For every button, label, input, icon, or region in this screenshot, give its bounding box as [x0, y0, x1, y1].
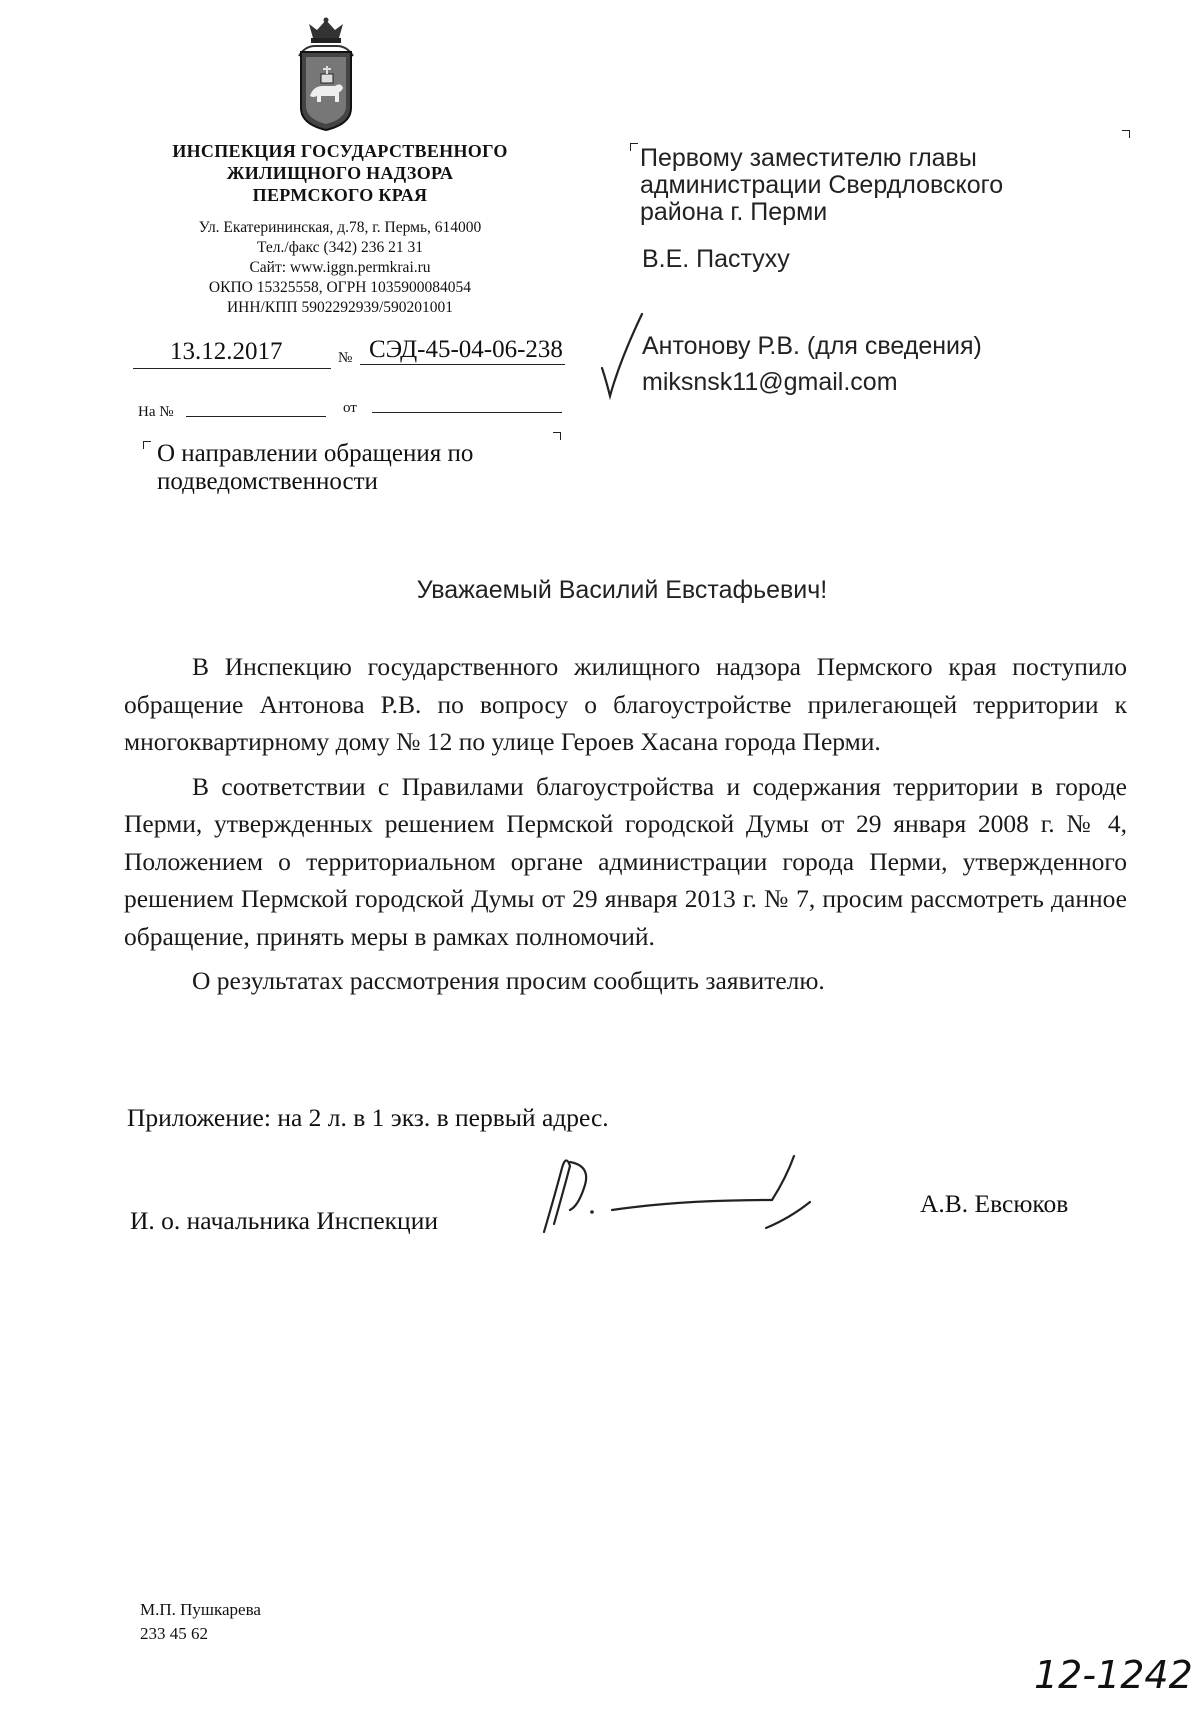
registration-date-underline: [133, 368, 331, 369]
coat-of-arms-icon: [295, 16, 357, 132]
sender-org-name-line: ЖИЛИЩНОГО НАДЗОРА: [226, 163, 454, 183]
handwritten-signature: [540, 1148, 840, 1238]
signatory-name: А.В. Евсюков: [920, 1189, 1069, 1218]
copy-recipient-email: miksnsk11@gmail.com: [642, 368, 898, 396]
executor-name: М.П. Пушкарева: [140, 1600, 261, 1619]
subject-corner-left: [143, 441, 151, 449]
addressee-corner-left: [630, 143, 638, 151]
letter-body: [124, 648, 1127, 1007]
from-date-blank: [372, 412, 562, 413]
registration-number: СЭД-45-04-06-238: [369, 336, 563, 363]
subject-line: О направлении обращения по: [157, 440, 474, 467]
subject-corner-right: [553, 432, 561, 440]
salutation: Уважаемый Василий Евстафьевич!: [416, 576, 828, 604]
registration-number-label: №: [338, 350, 353, 366]
in-reply-blank: [186, 416, 326, 417]
body-paragraph: О результатах рассмотрения просим сообщить заявителю.: [192, 966, 825, 995]
from-date-label: от: [343, 400, 357, 416]
addressee-position: [640, 145, 1003, 226]
signatory-title: И. о. начальника Инспекции: [130, 1206, 438, 1235]
sender-okpo-ogrn: ОКПО 15325558, ОГРН 1035900084054: [208, 279, 472, 296]
subject-line: подведомственности: [157, 468, 378, 495]
attachment-note: Приложение: на 2 л. в 1 экз. в первый адрес.: [127, 1103, 609, 1132]
copy-recipient: [642, 328, 982, 400]
sender-website: Сайт: www.iggn.permkrai.ru: [249, 259, 431, 276]
handwritten-registration-number: [1030, 1648, 1195, 1698]
handwritten-check-icon: [598, 310, 644, 400]
subject: [157, 440, 473, 496]
sender-address: Ул. Екатерининская, д.78, г. Пермь, 614000: [198, 219, 482, 236]
body-paragraph: В Инспекцию государственного жилищного надзора Пермского края поступило обращение Антонова Р.В. по вопросу о благоустройстве прилегающей территории к многоквартирному дому № 12 по улице Героев Хасана города Перми.: [124, 652, 1127, 756]
sender-phone: Тел./факс (342) 236 21 31: [257, 239, 423, 256]
registration-date: 13.12.2017: [170, 338, 283, 365]
addressee-line: администрации Свердловского: [640, 171, 1004, 199]
addressee-name: В.Е. Пастуху: [642, 245, 790, 273]
handwritten-registration-number-text: 12-1242: [1034, 1653, 1193, 1697]
sender-org-name-line: ПЕРМСКОГО КРАЯ: [252, 185, 428, 205]
addressee-corner-right: [1122, 130, 1130, 138]
executor-info: [140, 1598, 261, 1646]
sender-inn-kpp: ИНН/КПП 5902292939/590201001: [226, 299, 454, 316]
executor-phone: 233 45 62: [140, 1624, 208, 1643]
body-paragraph: В соответствии с Правилами благоустройства и содержания территории в городе Перми, утвержденных решением Пермской городской Думы от 29 января 2008 г. № 4, Положением о территориальном органе администрации города Перми, утвержденного решением Пермской городской Думы от 29 января 2013 г. № 7, просим рассмотреть данное обращение, принять меры в рамках полномочий.: [124, 771, 1127, 951]
addressee-line: Первому заместителю главы: [640, 144, 977, 172]
sender-details: [135, 218, 545, 318]
in-reply-label: На №: [138, 404, 174, 420]
registration-number-underline: [360, 364, 565, 365]
sender-org-name-line: ИНСПЕКЦИЯ ГОСУДАРСТВЕННОГО: [172, 141, 508, 161]
copy-recipient-name: Антонову Р.В. (для сведения): [642, 332, 982, 360]
sender-org-name: [135, 140, 545, 206]
addressee-line: района г. Перми: [640, 198, 828, 226]
